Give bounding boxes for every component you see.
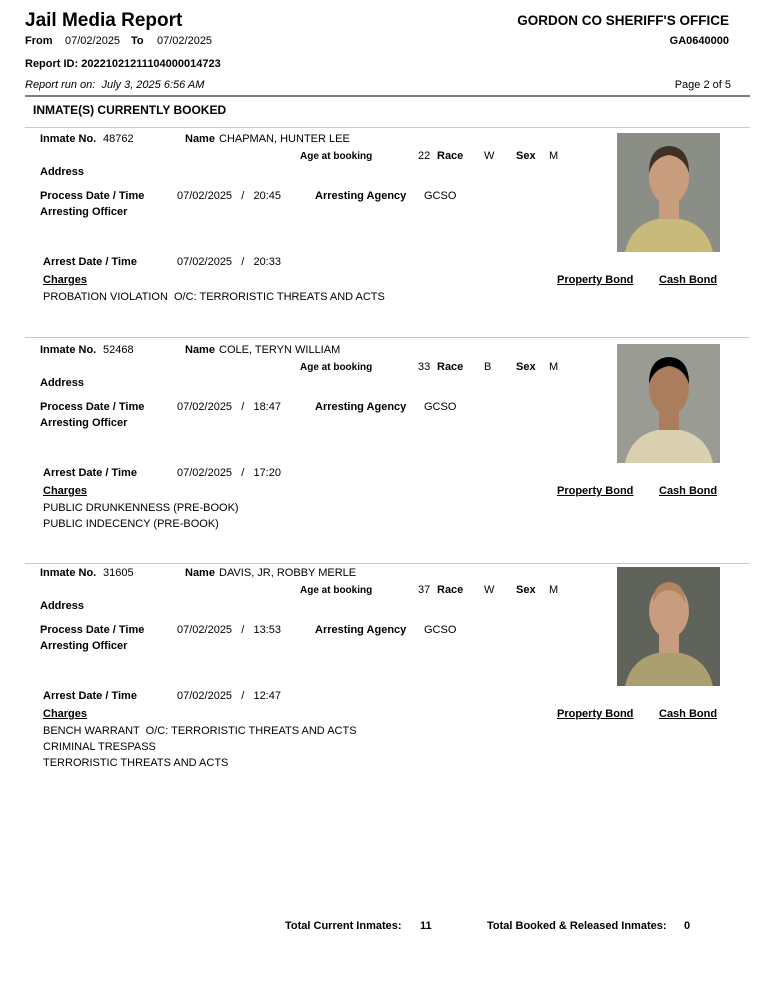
- run-on-label: Report run on:: [25, 79, 96, 91]
- mugshot-photo: [617, 344, 720, 463]
- arrest-datetime-value: 07/02/2025 / 20:33: [177, 256, 281, 268]
- age-value: 37: [418, 584, 431, 596]
- sex-value: M: [549, 361, 559, 373]
- header-divider: [25, 95, 750, 97]
- arresting-agency-value: GCSO: [424, 190, 457, 202]
- total-current-inmates-label: Total Current Inmates:: [285, 920, 402, 932]
- run-on-row: [25, 79, 204, 91]
- arrest-datetime-value: 07/02/2025 / 12:47: [177, 690, 281, 702]
- report-id-value: 20221021211104000014723: [81, 58, 221, 70]
- age-label: Age at booking: [300, 362, 373, 373]
- from-label: From: [25, 35, 53, 47]
- sex-label: Sex: [516, 361, 536, 373]
- section-divider: [25, 127, 750, 128]
- cash-bond-header: Cash Bond: [659, 274, 718, 286]
- inmate-record: [0, 344, 773, 548]
- process-datetime-label: Process Date / Time: [40, 401, 145, 413]
- arresting-officer-label: Arresting Officer: [40, 417, 128, 429]
- name-label: Name: [185, 567, 215, 579]
- address-label: Address: [40, 377, 85, 389]
- name-value: DAVIS, JR, ROBBY MERLE: [219, 567, 357, 579]
- report-id-row: [25, 58, 221, 70]
- arresting-agency-label: Arresting Agency: [315, 624, 407, 636]
- age-value: 22: [418, 150, 431, 162]
- name-label: Name: [185, 344, 215, 356]
- cash-bond-header: Cash Bond: [659, 708, 718, 720]
- race-label: Race: [437, 361, 464, 373]
- arrest-datetime-value: 07/02/2025 / 17:20: [177, 467, 281, 479]
- report-title: Jail Media Report: [25, 10, 183, 31]
- process-datetime-label: Process Date / Time: [40, 190, 145, 202]
- to-label: To: [131, 35, 144, 47]
- charge-line: PUBLIC INDECENCY (PRE-BOOK): [43, 518, 219, 530]
- process-datetime-value: 07/02/2025 / 20:45: [177, 190, 281, 202]
- sex-value: M: [549, 584, 559, 596]
- charges-header: Charges: [43, 485, 88, 497]
- from-date: 07/02/2025: [65, 35, 121, 47]
- total-booked-released-value: 0: [684, 920, 691, 932]
- charges-header: Charges: [43, 708, 88, 720]
- total-booked-released-label: Total Booked & Released Inmates:: [487, 920, 667, 932]
- sex-label: Sex: [516, 150, 536, 162]
- inmate-no-value: 52468: [103, 344, 134, 356]
- total-current-inmates-value: 11: [420, 920, 432, 932]
- agency-code: GA0640000: [669, 35, 729, 47]
- arresting-officer-label: Arresting Officer: [40, 640, 128, 652]
- charge-line: PROBATION VIOLATION O/C: TERRORISTIC THREATS AND ACTS: [43, 291, 385, 303]
- arrest-datetime-label: Arrest Date / Time: [43, 467, 137, 479]
- race-label: Race: [437, 584, 464, 596]
- inmate-no-label: Inmate No.: [40, 344, 97, 356]
- property-bond-header: Property Bond: [557, 274, 634, 286]
- record-divider: [25, 337, 750, 338]
- sex-value: M: [549, 150, 559, 162]
- page-indicator: Page 2 of 5: [674, 79, 731, 91]
- charge-line: TERRORISTIC THREATS AND ACTS: [43, 757, 229, 769]
- section-heading: INMATE(S) CURRENTLY BOOKED: [33, 103, 227, 117]
- mugshot-photo: [617, 133, 720, 252]
- record-divider: [25, 563, 750, 564]
- race-value: B: [484, 361, 492, 373]
- age-label: Age at booking: [300, 585, 373, 596]
- inmate-no-value: 48762: [103, 133, 134, 145]
- inmate-no-label: Inmate No.: [40, 567, 97, 579]
- to-date: 07/02/2025: [157, 35, 213, 47]
- office-name: GORDON CO SHERIFF'S OFFICE: [517, 13, 729, 28]
- charge-line: BENCH WARRANT O/C: TERRORISTIC THREATS AND ACTS: [43, 725, 357, 737]
- property-bond-header: Property Bond: [557, 485, 634, 497]
- arrest-datetime-label: Arrest Date / Time: [43, 690, 137, 702]
- race-label: Race: [437, 150, 464, 162]
- inmate-record: [0, 567, 773, 787]
- charge-line: PUBLIC DRUNKENNESS (PRE-BOOK): [43, 502, 239, 514]
- cash-bond-header: Cash Bond: [659, 485, 718, 497]
- address-label: Address: [40, 166, 85, 178]
- name-value: CHAPMAN, HUNTER LEE: [219, 133, 350, 145]
- charge-line: CRIMINAL TRESPASS: [43, 741, 156, 753]
- arresting-agency-value: GCSO: [424, 624, 457, 636]
- process-datetime-value: 07/02/2025 / 18:47: [177, 401, 281, 413]
- race-value: W: [484, 584, 495, 596]
- name-value: COLE, TERYN WILLIAM: [219, 344, 341, 356]
- arresting-agency-value: GCSO: [424, 401, 457, 413]
- address-label: Address: [40, 600, 85, 612]
- process-datetime-value: 07/02/2025 / 13:53: [177, 624, 281, 636]
- sex-label: Sex: [516, 584, 536, 596]
- report-id-label: Report ID:: [25, 58, 79, 70]
- arresting-officer-label: Arresting Officer: [40, 206, 128, 218]
- charges-header: Charges: [43, 274, 88, 286]
- process-datetime-label: Process Date / Time: [40, 624, 145, 636]
- arrest-datetime-label: Arrest Date / Time: [43, 256, 137, 268]
- property-bond-header: Property Bond: [557, 708, 634, 720]
- age-value: 33: [418, 361, 431, 373]
- inmate-no-value: 31605: [103, 567, 134, 579]
- name-label: Name: [185, 133, 215, 145]
- arresting-agency-label: Arresting Agency: [315, 401, 407, 413]
- age-label: Age at booking: [300, 151, 373, 162]
- inmate-no-label: Inmate No.: [40, 133, 97, 145]
- race-value: W: [484, 150, 495, 162]
- run-on-value: July 3, 2025 6:56 AM: [101, 79, 205, 91]
- arresting-agency-label: Arresting Agency: [315, 190, 407, 202]
- inmate-record: [0, 133, 773, 337]
- mugshot-photo: [617, 567, 720, 686]
